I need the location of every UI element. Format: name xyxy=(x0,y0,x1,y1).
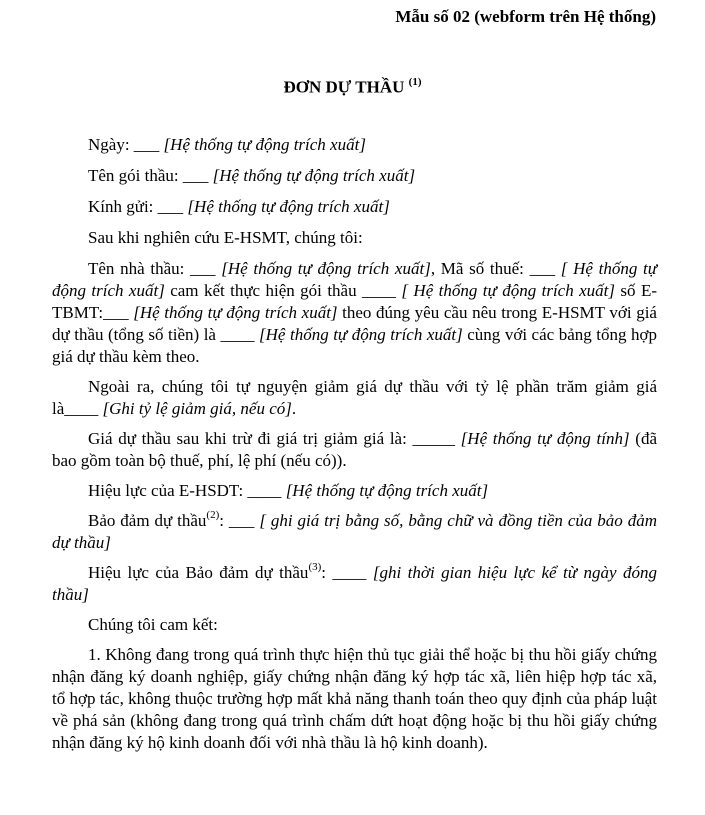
recipient-label: Kính gửi: ___ xyxy=(88,197,188,216)
discount-text-1: Ngoài ra, chúng tôi tự nguyện giảm giá dự thầu với tỷ lệ phần trăm giảm giá là____ xyxy=(52,377,657,418)
bidder-name-placeholder: [Hệ thống tự động trích xuất] xyxy=(221,259,431,278)
commitment-item-1: 1. Không đang trong quá trình thực hiện thủ tục giải thể hoặc bị thu hồi giấy chứng nhận đăng ký doanh nghiệp, giấy chứng nhận đăng ký hợp tác xã, liên hiệp hợp tác xã, tổ hợp tác, không thuộc trường hợp mất khả năng thanh toán theo quy định của pháp luật về phá sản (không đang trong quá trình chấm dứt hoạt động hoặc bị thu hồi giấy chứng nhận đăng ký hộ kinh doanh đối với nhà thầu là hộ kinh doanh). xyxy=(52,645,657,752)
package-line xyxy=(52,165,657,187)
bid-security-validity-colon: : ____ xyxy=(321,563,373,582)
bid-security-paragraph xyxy=(52,510,657,554)
validity-label: Hiệu lực của E-HSDT: ____ xyxy=(88,481,286,500)
discount-placeholder: [Ghi tỷ lệ giảm giá, nếu có] xyxy=(102,399,292,418)
bid-security-colon: : ___ xyxy=(219,511,260,530)
intro-line: Sau khi nghiên cứu E-HSMT, chúng tôi: xyxy=(88,228,363,247)
bidder-text-3: cam kết thực hiện gói thầu ____ xyxy=(164,281,402,300)
date-placeholder: [Hệ thống tự động trích xuất] xyxy=(163,135,366,154)
bid-security-footnote: (2) xyxy=(206,509,220,522)
title-text: ĐƠN DỰ THẦU xyxy=(283,77,405,97)
bid-security-label: Bảo đảm dự thầu xyxy=(88,511,207,530)
bid-security-validity-placeholder: [ghi thời gian hiệu lực kể từ ngày đóng thầu] xyxy=(52,563,657,604)
document-title xyxy=(0,72,705,99)
price-placeholder: [Hệ thống tự động tính] xyxy=(460,429,630,448)
discount-text-2: . xyxy=(291,399,297,418)
validity-line xyxy=(52,480,657,502)
bid-security-validity-label: Hiệu lực của Bảo đảm dự thầu xyxy=(88,563,309,582)
document-body xyxy=(52,134,657,754)
bidder-text-4: số E-TBMT:___ xyxy=(52,281,657,322)
package-placeholder: [Hệ thống tự động trích xuất] xyxy=(212,166,416,185)
bidder-text-6: cùng với các bảng tổng hợp giá dự thầu kèm theo. xyxy=(52,325,657,366)
bid-security-placeholder: [ ghi giá trị bằng số, bằng chữ và đồng tiền của bảo đảm dự thầu] xyxy=(52,511,657,552)
etbmt-placeholder: [Hệ thống tự động trích xuất] xyxy=(133,303,338,322)
tax-code-placeholder: [ Hệ thống tự động trích xuất] xyxy=(52,259,657,300)
bid-security-validity-paragraph xyxy=(52,562,657,606)
price-text-2: (đã bao gồm toàn bộ thuế, phí, lệ phí (nếu có)). xyxy=(52,429,657,470)
bidder-text-1: Tên nhà thầu: ___ xyxy=(88,259,222,278)
date-line xyxy=(52,134,657,156)
commitment-heading: Chúng tôi cam kết: xyxy=(88,615,218,634)
form-number: Mẫu số 02 (webform trên Hệ thống) xyxy=(395,7,656,26)
validity-placeholder: [Hệ thống tự động trích xuất] xyxy=(285,481,489,500)
bid-price-placeholder: [Hệ thống tự động trích xuất] xyxy=(259,325,463,344)
title-footnote: (1) xyxy=(408,76,422,88)
bidder-paragraph xyxy=(52,258,657,368)
recipient-line xyxy=(52,196,657,218)
bidder-text-2: , Mã số thuế: ___ xyxy=(430,259,561,278)
bid-security-validity-footnote: (3) xyxy=(308,561,322,574)
recipient-placeholder: [Hệ thống tự động trích xuất] xyxy=(187,197,390,216)
package-label: Tên gói thầu: ___ xyxy=(88,166,213,185)
price-after-discount-paragraph xyxy=(52,428,657,472)
package-ref-placeholder: [ Hệ thống tự động trích xuất] xyxy=(401,281,616,300)
date-label: Ngày: ___ xyxy=(88,135,164,154)
bidder-text-5: theo đúng yêu cầu nêu trong E-HSMT với giá dự thầu (tổng số tiền) là ____ xyxy=(52,303,657,344)
discount-paragraph xyxy=(52,376,657,420)
price-text-1: Giá dự thầu sau khi trừ đi giá trị giảm giá là: _____ xyxy=(88,429,461,448)
